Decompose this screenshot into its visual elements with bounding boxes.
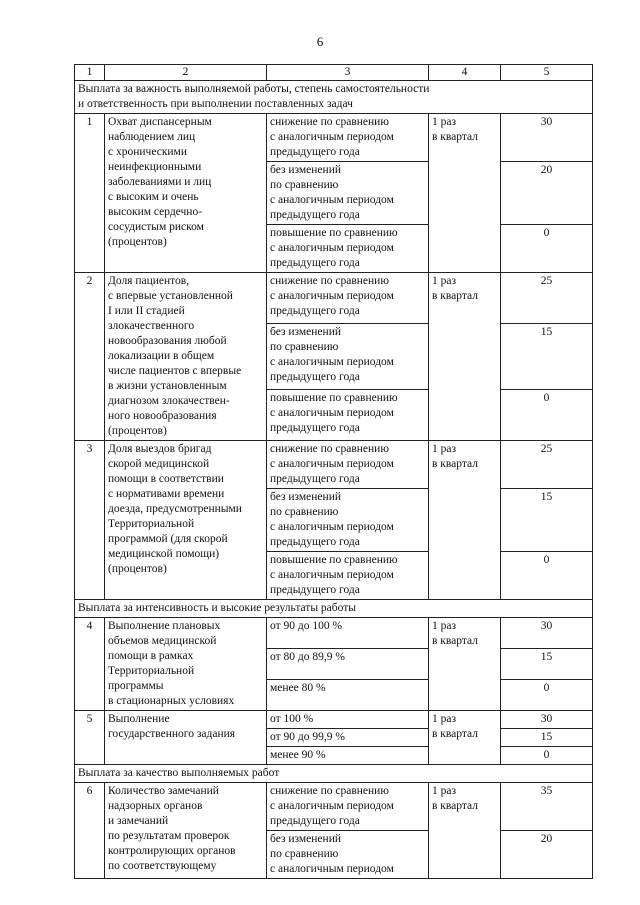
section-title-text: Выплата за важность выполняемой работы, степень самостоятельности и ответственность при выполнении поставленных задач [78,83,430,110]
value-cell: 30 [501,114,593,162]
header-cell: 5 [501,65,593,81]
page-number: 6 [316,34,324,49]
condition-text: от 100 % [270,713,314,725]
section-row [75,600,593,618]
period-text: 1 раз в квартал [432,116,478,143]
header-cell: 4 [429,65,501,81]
condition-cell [267,323,429,390]
value-cell: 15 [501,489,593,552]
condition-text: снижение по сравнению с аналогичным периодом предыдущего года [270,785,394,827]
row-number: 4 [75,618,105,711]
period-cell [429,711,501,765]
condition-text: снижение по сравнению с аналогичным периодом предыдущего года [270,275,394,317]
section-title [75,600,593,618]
condition-text: от 90 до 100 % [270,620,343,632]
value-cell: 25 [501,273,593,324]
period-cell [429,783,501,879]
condition-text: от 90 до 99,9 % [270,731,345,743]
table-row [75,273,593,324]
table-row [75,441,593,489]
condition-text: без изменений по сравнению с аналогичным периодом [270,833,394,875]
condition-cell [267,273,429,324]
condition-cell [267,729,429,747]
value-cell: 0 [501,747,593,765]
row-number: 3 [75,441,105,600]
condition-cell [267,711,429,729]
condition-text: без изменений по сравнению с аналогичным периодом предыдущего года [270,164,394,221]
value-cell: 35 [501,783,593,831]
indicator-name-text: Выполнение плановых объемов медицинской помощи в рамках Территориальной программы в стационарных условиях [108,620,235,707]
indicator-name [105,783,267,879]
condition-cell [267,225,429,273]
condition-text: повышение по сравнению с аналогичным периодом предыдущего года [270,554,398,596]
section-row [75,765,593,783]
indicator-name [105,618,267,711]
table-row [75,783,593,831]
indicator-name-text: Охват диспансерным наблюдением лиц с хроническими неинфекционными заболеваниями и лиц с высоким и очень высоким сердечно- сосудистым риском (процентов) [108,116,212,248]
condition-cell [267,162,429,225]
row-number: 2 [75,273,105,441]
section-title [75,765,593,783]
condition-cell [267,831,429,879]
condition-text: менее 80 % [270,682,326,694]
condition-cell [267,114,429,162]
value-cell: 0 [501,552,593,600]
table-row [75,114,593,162]
value-cell: 0 [501,225,593,273]
header-cell: 2 [105,65,267,81]
period-text: 1 раз в квартал [432,275,478,302]
period-text: 1 раз в квартал [432,443,478,470]
condition-cell [267,680,429,711]
row-number: 6 [75,783,105,879]
value-cell: 15 [501,649,593,680]
table-row [75,618,593,649]
condition-text: без изменений по сравнению с аналогичным периодом предыдущего года [270,325,394,383]
condition-text: снижение по сравнению с аналогичным периодом предыдущего года [270,116,394,158]
table-row [75,711,593,729]
period-cell [429,618,501,711]
condition-cell [267,747,429,765]
period-cell [429,273,501,441]
section-title-text: Выплата за качество выполняемых работ [78,767,280,779]
period-text: 1 раз в квартал [432,713,478,740]
indicator-name-text: Выполнение государственного задания [108,713,236,740]
header-cell: 1 [75,65,105,81]
condition-cell [267,618,429,649]
value-cell: 15 [501,323,593,390]
indicator-name [105,273,267,441]
condition-cell [267,649,429,680]
condition-text: повышение по сравнению с аналогичным периодом предыдущего года [270,227,398,269]
value-cell: 0 [501,680,593,711]
header-cell: 3 [267,65,429,81]
condition-text: повышение по сравнению с аналогичным периодом предыдущего года [270,392,398,435]
period-cell [429,441,501,600]
value-cell: 30 [501,618,593,649]
value-cell: 0 [501,390,593,441]
condition-text: снижение по сравнению с аналогичным периодом предыдущего года [270,443,394,485]
value-cell: 20 [501,162,593,225]
indicator-name [105,114,267,273]
condition-cell [267,783,429,831]
period-text: 1 раз в квартал [432,785,478,812]
section-title [75,81,593,114]
condition-text: от 80 до 89,9 % [270,651,345,663]
table-body [75,65,593,879]
criteria-table [74,64,593,879]
table-header-row [75,65,593,81]
condition-cell [267,390,429,441]
condition-cell [267,489,429,552]
value-cell: 25 [501,441,593,489]
row-number: 1 [75,114,105,273]
indicator-name-text: Доля пациентов, с впервые установленной I или II стадией злокачественного новообразования любой локализации в общем числе пациентов с впервые в жизни установленным диагнозом злокачествен- ного новообразования (процентов) [108,275,242,437]
section-row [75,81,593,114]
value-cell: 20 [501,831,593,879]
indicator-name-text: Количество замечаний надзорных органов и замечаний по результатам проверок контролирующих органов по соответствующему [108,785,236,872]
indicator-name [105,711,267,765]
indicator-name-text: Доля выездов бригад скорой медицинской помощи в соответствии с нормативами времени доезда, предусмотренными Территориальной программой (для скорой медицинской помощи) (процентов) [108,443,242,575]
condition-text: без изменений по сравнению с аналогичным периодом предыдущего года [270,491,394,548]
row-number: 5 [75,711,105,765]
indicator-name [105,441,267,600]
value-cell: 30 [501,711,593,729]
condition-cell [267,441,429,489]
period-cell [429,114,501,273]
condition-cell [267,552,429,600]
section-title-text: Выплата за интенсивность и высокие результаты работы [78,602,356,614]
value-cell: 15 [501,729,593,747]
condition-text: менее 90 % [270,749,326,761]
period-text: 1 раз в квартал [432,620,478,647]
